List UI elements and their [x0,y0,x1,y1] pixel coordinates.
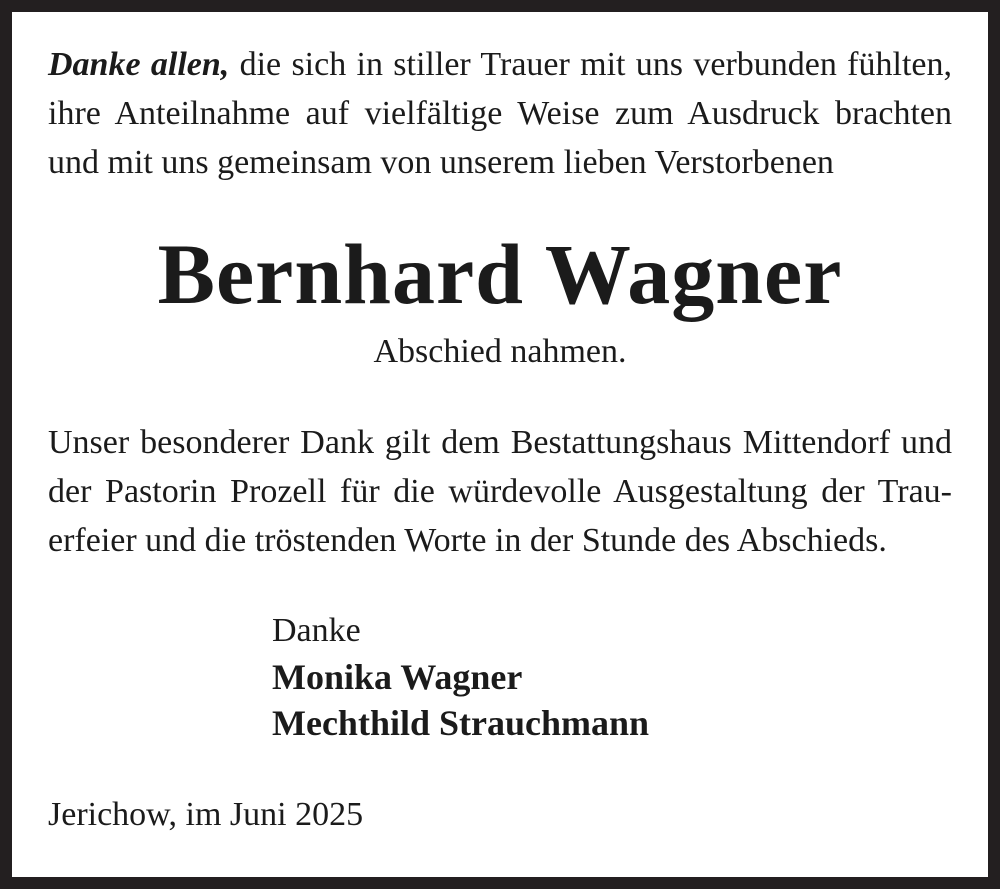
intro-line-2: ihre Anteilnahme auf vielfältige Weise zum Ausdruck brachten [48,95,952,132]
signature-block [272,608,952,746]
signature-salutation: Danke [272,612,361,649]
intro-lead: Danke allen, [48,46,230,83]
intro-paragraph [48,40,952,187]
thanks-paragraph [48,418,952,565]
thanks-line-2: der Pastorin Prozell für die würdevolle Ausgestaltung der Trau- [48,473,952,510]
signature-name: Mechthild Strauchmann [272,703,650,743]
place-and-date: Jerichow, im Juni 2025 [48,796,364,833]
thanks-line-3: erfeier und die tröstenden Worte in der Stunde des Abschieds. [48,522,887,559]
thanks-line-1: Unser besonderer Dank gilt dem Bestattungshaus Mittendorf und [48,424,952,461]
deceased-name: Bernhard Wagner [157,226,843,322]
farewell-subline: Abschied nahmen. [373,333,627,370]
intro-line-3: und mit uns gemeinsam von unserem lieben Verstorbenen [48,144,834,181]
signature-name: Monika Wagner [272,657,523,697]
intro-line-1 [48,40,952,89]
intro-line-1-rest: die sich in stiller Trauer mit uns verbunden fühlten, [239,46,952,83]
